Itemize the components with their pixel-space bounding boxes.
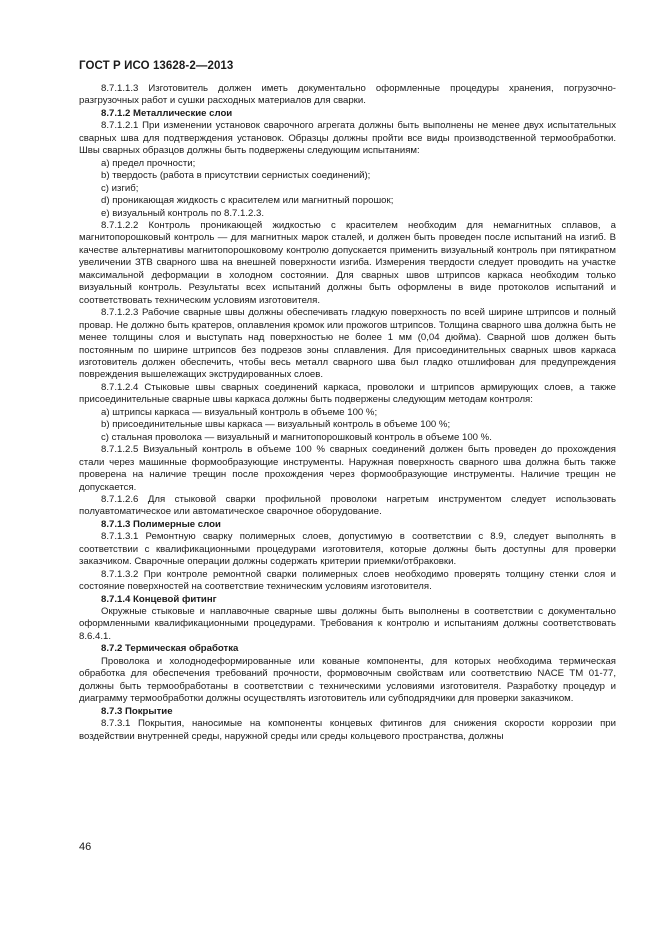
paragraph: 8.7.1.1.3 Изготовитель должен иметь документально оформленные процедуры хранения, погрузочно-разгрузочных работ и сушки расходных материалов для сварки. [79,83,616,107]
paragraph: 8.7.1.2.1 При изменении установок сварочного агрегата должны быть выполнены не менее двух испытательных сварных шва для подтверждения установок. Образцы должны пройти все виды производственной термообработки. Швы сварных образцов должны быть подвержены следующим испытаниям: [79,120,616,157]
list-item: e) визуальный контроль по 8.7.1.2.3. [101,207,265,219]
paragraph: 8.7.1.2.5 Визуальный контроль в объеме 100 % сварных соединений должен быть проведен до прохождения стали через машинные формообразующие инструменты. Наружная поверхность сварного шва должна быть также проверена на наличие трещин после прохождения через формообразующие инструменты. Наличие трещин не допускается. [79,444,616,493]
document-body [79,83,616,743]
list-item: a) штрипсы каркаса — визуальный контроль в объеме 100 %; [101,406,378,418]
paragraph: 8.7.1.2.4 Стыковые швы сварных соединений каркаса, проволоки и штрипсов армирующих слоев, а также присоединительные сварные швы каркаса должны быть подвержены следующим методам контроля: [79,381,616,406]
section-heading: 8.7.1.2 Металлические слои [101,107,233,119]
list-item: a) предел прочности; [101,157,196,169]
paragraph: 8.7.1.2.6 Для стыковой сварки профильной проволоки нагретым инструментом следует использовать полуавтоматическое или автоматическое сварочное оборудование. [79,493,616,518]
list-item: d) проникающая жидкость с красителем или магнитный порошок; [101,195,394,207]
section-heading: 8.7.1.3 Полимерные слои [101,518,221,530]
section-heading: 8.7.2 Термическая обработка [101,643,239,655]
list-item: c) стальная проволока — визуальный и магнитопорошковый контроль в объеме 100 %. [101,431,492,443]
paragraph: 8.7.1.3.2 При контроле ремонтной сварки полимерных слоев необходимо проверять толщину стенки слоя и состояние поверхностей на соответствие техническим условиям изготовителя. [79,568,616,593]
paragraph: Проволока и холоднодеформированные или кованые компоненты, для которых необходима термическая обработка для обеспечения требований прочности, формовочным свойствам или соответствию NACE TM 01-77, должны быть термообработаны в соответствии с техническими условиями изготовителя. Разработку процедур и диаграмму термообработки должны осуществлять изготовитель или субподрядчики для проверки заказчиком. [79,655,616,705]
section-heading: 8.7.1.4 Концевой фитинг [101,593,217,605]
paragraph: 8.7.1.2.2 Контроль проникающей жидкостью с красителем необходим для немагнитных сплавов, а магнитопорошковый контроль — для магнитных марок сталей, и должен быть проведен после испытаний на изгиб. В качестве альтернативы магнитопорошковому контролю допускается применить визуальный контроль при пятикратном увеличении ЗТВ сварного шва на внешней поверхности изгиба. Измерения твердости следует проводить на участке максимальной деформации в холодном состоянии. Для сварных швов штрипсов каркаса необходим только визуальный контроль. Результаты всех испытаний должны быть оформлены в виде протоколов испытаний и соответствовать техническим условиям изготовителя. [79,219,616,306]
list-item: b) твердость (работа в присутствии сернистых соединений); [101,170,371,182]
paragraph: 8.7.1.3.1 Ремонтную сварку полимерных слоев, допустимую в соответствии с 8.9, следует выполнять в соответствии с квалификационными процедурами изготовителя, которые должны быть доступны для проверки заказчиком. Сварочные операции должны содержать критерии приемки/отбраковки. [79,531,616,568]
paragraph: 8.7.3.1 Покрытия, наносимые на компоненты концевых фитингов для снижения скорости коррозии при воздействии внутренней среды, наружной среды или среды кольцевого пространства, должны [79,718,616,742]
page-number: 46 [79,841,92,853]
section-heading: 8.7.3 Покрытие [101,705,173,717]
list-item: b) присоединительные швы каркаса — визуальный контроль в объеме 100 %; [101,419,451,431]
paragraph: Окружные стыковые и наплавочные сварные швы должны быть выполнены в соответствии с документально оформленными квалификационными процедурами. Требования к контролю и испытаниям должны соответствовать 8.6.4.1. [79,606,616,642]
paragraph: 8.7.1.2.3 Рабочие сварные швы должны обеспечивать гладкую поверхность по всей ширине штрипсов и полный провар. Не должно быть кратеров, оплавления кромок или прожогов штрипсов. Толщина сварного шва должна быть не менее толщины слоя и выступать над поверхностью не более 1 мм (0,04 дюйма). Сварной шов должен быть постоянным по ширине штрипсов без подрезов зоны сплавления. Для присоединительных сварных швов каркаса изготовитель должен обеспечить, чтобы весь металл сварного шва был гладко отшлифован для предупреждения повреждения вышележащих экструдированных слоев. [79,307,616,381]
document-header: ГОСТ Р ИСО 13628-2—2013 [79,60,234,72]
list-item: c) изгиб; [101,182,139,194]
